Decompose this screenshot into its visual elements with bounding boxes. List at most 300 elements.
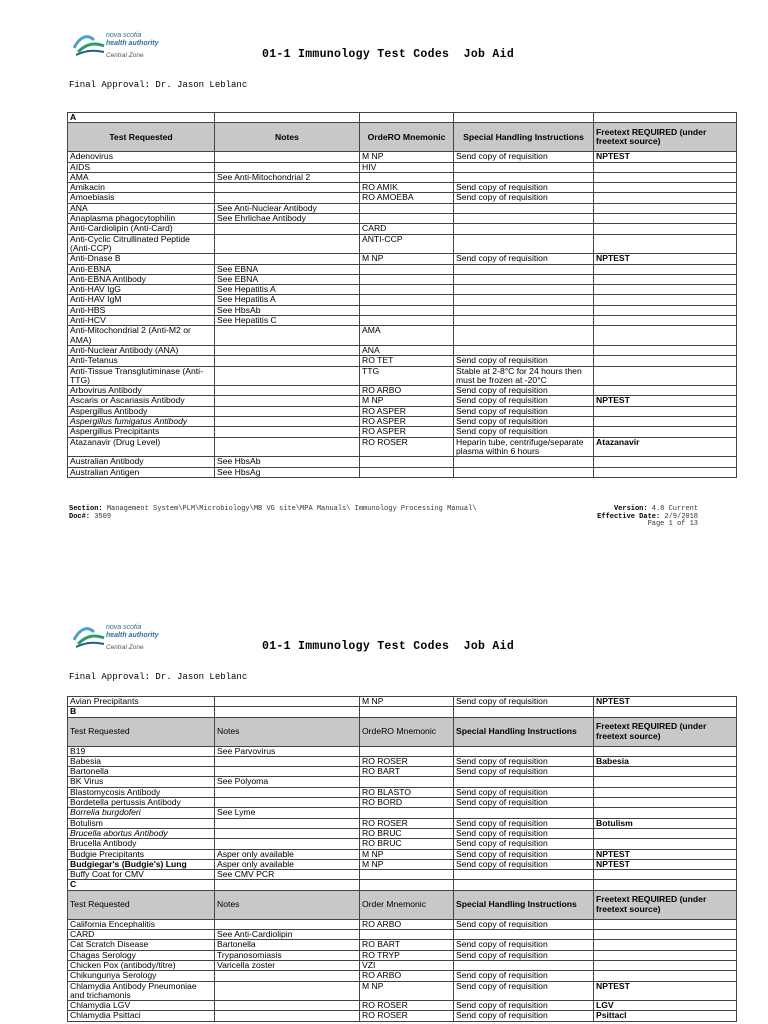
section-row-a [68, 113, 737, 123]
mnemonic-cell [360, 808, 454, 818]
mnemonic-cell: RO ARBO [360, 919, 454, 929]
freetext-cell: Atazanavir [594, 437, 737, 457]
freetext-cell [594, 356, 737, 366]
table-row [68, 756, 737, 766]
handling-cell: Send copy of requisition [454, 152, 594, 162]
mnemonic-cell: AMA [360, 326, 454, 346]
test-requested-cell: Chicken Pox (antibody/titre) [68, 960, 215, 970]
final-approval-page2: Final Approval: Dr. Jason Leblanc [69, 672, 248, 682]
notes-cell: See Hepatitis A [215, 285, 360, 295]
mnemonic-cell: RO ASPER [360, 417, 454, 427]
logo-zone: Central Zone [106, 52, 144, 59]
table-row [68, 396, 737, 406]
notes-cell [215, 839, 360, 849]
test-requested-cell: Buffy Coat for CMV [68, 870, 215, 880]
mnemonic-cell: M NP [360, 254, 454, 264]
test-requested-cell: Chikungunya Serology [68, 971, 215, 981]
notes-cell: See Hepatitis A [215, 295, 360, 305]
freetext-cell [594, 386, 737, 396]
notes-cell [215, 767, 360, 777]
table-row [68, 859, 737, 869]
freetext-cell [594, 940, 737, 950]
table-header-row [68, 717, 737, 746]
table-row [68, 798, 737, 808]
test-requested-cell: Avian Precipitants [68, 697, 215, 707]
freetext-cell [594, 960, 737, 970]
table-row [68, 356, 737, 366]
test-requested-cell: Anti-Nuclear Antibody (ANA) [68, 345, 215, 355]
notes-cell [215, 697, 360, 707]
mnemonic-cell: RO AMOEBA [360, 193, 454, 203]
test-requested-cell: Budgiegar's (Budgie's) Lung [68, 859, 215, 869]
notes-cell [215, 326, 360, 346]
notes-cell: See Anti-Cardiolipin [215, 930, 360, 940]
table-row [68, 971, 737, 981]
mnemonic-cell: M NP [360, 396, 454, 406]
handling-cell: Send copy of requisition [454, 427, 594, 437]
notes-cell [215, 919, 360, 929]
mnemonic-cell: M NP [360, 981, 454, 1001]
table-row [68, 818, 737, 828]
mnemonic-cell: RO BRUC [360, 828, 454, 838]
table-row [68, 193, 737, 203]
col-header-mnemonic: Order Mnemonic [360, 890, 454, 919]
notes-cell [215, 756, 360, 766]
notes-cell [215, 224, 360, 234]
test-requested-cell: Budgie Precipitants [68, 849, 215, 859]
notes-cell [215, 787, 360, 797]
table-row [68, 345, 737, 355]
table-row [68, 919, 737, 929]
notes-cell: Bartonella [215, 940, 360, 950]
handling-cell [454, 930, 594, 940]
test-requested-cell: AMA [68, 172, 215, 182]
notes-cell [215, 1001, 360, 1011]
test-requested-cell: Arbovirus Antibody [68, 386, 215, 396]
logo-line1: nova scotia [106, 624, 142, 631]
test-requested-cell: Amoebiasis [68, 193, 215, 203]
handling-cell: Send copy of requisition [454, 396, 594, 406]
mnemonic-cell [360, 264, 454, 274]
table-row [68, 767, 737, 777]
mnemonic-cell: HIV [360, 162, 454, 172]
mnemonic-cell: RO BART [360, 940, 454, 950]
handling-cell: Send copy of requisition [454, 859, 594, 869]
handling-cell: Send copy of requisition [454, 417, 594, 427]
mnemonic-cell: RO TET [360, 356, 454, 366]
mnemonic-cell: RO ROSER [360, 437, 454, 457]
notes-cell [215, 162, 360, 172]
handling-cell: Send copy of requisition [454, 849, 594, 859]
footer-effective-value: 2/9/2018 [664, 512, 698, 521]
test-requested-cell: Brucella abortus Antibody [68, 828, 215, 838]
table-row [68, 264, 737, 274]
handling-cell [454, 285, 594, 295]
notes-cell [215, 1011, 360, 1021]
notes-cell [215, 386, 360, 396]
notes-cell: See HbsAg [215, 467, 360, 477]
logo-swoosh-icon [72, 622, 106, 650]
handling-cell: Send copy of requisition [454, 386, 594, 396]
notes-cell [215, 356, 360, 366]
notes-cell [215, 981, 360, 1001]
freetext-cell [594, 828, 737, 838]
freetext-cell [594, 930, 737, 940]
mnemonic-cell: RO BRUC [360, 839, 454, 849]
freetext-cell [594, 417, 737, 427]
test-requested-cell: Anti-Cardiolipin (Anti-Card) [68, 224, 215, 234]
table-row [68, 950, 737, 960]
freetext-cell [594, 345, 737, 355]
freetext-cell [594, 808, 737, 818]
handling-cell [454, 214, 594, 224]
notes-cell: Varicella zoster [215, 960, 360, 970]
mnemonic-cell: M NP [360, 152, 454, 162]
mnemonic-cell [360, 316, 454, 326]
freetext-cell: NPTEST [594, 981, 737, 1001]
test-requested-cell: Chlamydia Antibody Pneumoniae and trichamonis [68, 981, 215, 1001]
mnemonic-cell [360, 274, 454, 284]
handling-cell: Send copy of requisition [454, 697, 594, 707]
freetext-cell [594, 264, 737, 274]
freetext-cell: NPTEST [594, 849, 737, 859]
handling-cell: Heparin tube, centrifuge/separate plasma within 6 hours [454, 437, 594, 457]
handling-cell: Send copy of requisition [454, 756, 594, 766]
mnemonic-cell: RO ASPER [360, 406, 454, 416]
handling-cell [454, 162, 594, 172]
test-requested-cell: Australian Antigen [68, 467, 215, 477]
handling-cell: Send copy of requisition [454, 254, 594, 264]
handling-cell [454, 457, 594, 467]
col-header-test: Test Requested [68, 717, 215, 746]
mnemonic-cell [360, 746, 454, 756]
test-requested-cell: Anti-Mitochondrial 2 (Anti-M2 or AMA) [68, 326, 215, 346]
test-requested-cell: Anti-Cyclic Citrullinated Peptide (Anti-CCP) [68, 234, 215, 254]
notes-cell: See Parvovirus [215, 746, 360, 756]
handling-cell [454, 316, 594, 326]
handling-cell: Send copy of requisition [454, 818, 594, 828]
handling-cell: Send copy of requisition [454, 787, 594, 797]
freetext-cell [594, 406, 737, 416]
mnemonic-cell: TTG [360, 366, 454, 386]
col-header-mnemonic: OrdeRO Mnemonic [360, 123, 454, 152]
table-row [68, 203, 737, 213]
handling-cell: Send copy of requisition [454, 356, 594, 366]
handling-cell [454, 870, 594, 880]
footer-doc-label: Doc#: [69, 512, 91, 521]
mnemonic-cell: RO ROSER [360, 818, 454, 828]
table-row [68, 777, 737, 787]
handling-cell [454, 777, 594, 787]
table-row [68, 183, 737, 193]
freetext-cell [594, 767, 737, 777]
mnemonic-cell [360, 777, 454, 787]
table-row [68, 305, 737, 315]
footer-section-label: Section: [69, 505, 103, 513]
freetext-cell [594, 427, 737, 437]
mnemonic-cell [360, 467, 454, 477]
table-row [68, 172, 737, 182]
table-row [68, 930, 737, 940]
footer-version-label: Version: [613, 505, 648, 513]
freetext-cell: Psittacl [594, 1011, 737, 1021]
handling-cell: Send copy of requisition [454, 919, 594, 929]
freetext-cell [594, 950, 737, 960]
freetext-cell [594, 798, 737, 808]
footer-effective-label: Effective Date: [597, 512, 661, 521]
notes-cell: See HbsAb [215, 457, 360, 467]
table-row [68, 224, 737, 234]
table-row [68, 981, 737, 1001]
handling-cell [454, 960, 594, 970]
notes-cell [215, 234, 360, 254]
table-header-row [68, 123, 737, 152]
mnemonic-cell: RO ROSER [360, 1011, 454, 1021]
handling-cell [454, 326, 594, 346]
handling-cell: Send copy of requisition [454, 406, 594, 416]
freetext-cell [594, 172, 737, 182]
table-row [68, 437, 737, 457]
handling-cell: Send copy of requisition [454, 183, 594, 193]
handling-cell: Send copy of requisition [454, 1001, 594, 1011]
handling-cell [454, 274, 594, 284]
table-row [68, 808, 737, 818]
document-title: 01-1 Immunology Test Codes Job Aid [262, 48, 515, 61]
freetext-cell [594, 787, 737, 797]
col-header-freetext: Freetext REQUIRED (under freetext source) [594, 890, 737, 919]
freetext-cell [594, 285, 737, 295]
handling-cell: Send copy of requisition [454, 1011, 594, 1021]
notes-cell: See Ehrlichae Antibody [215, 214, 360, 224]
notes-cell: See HbsAb [215, 305, 360, 315]
section-letter: B [68, 707, 215, 717]
section-letter: C [68, 880, 215, 890]
final-approval: Final Approval: Dr. Jason Leblanc [69, 80, 248, 90]
freetext-cell [594, 457, 737, 467]
freetext-cell: NPTEST [594, 396, 737, 406]
freetext-cell [594, 224, 737, 234]
notes-cell [215, 345, 360, 355]
notes-cell [215, 406, 360, 416]
notes-cell [215, 152, 360, 162]
handling-cell [454, 224, 594, 234]
mnemonic-cell: RO ASPER [360, 427, 454, 437]
notes-cell [215, 828, 360, 838]
test-requested-cell: Borrelia burgdoferi [68, 808, 215, 818]
freetext-cell [594, 203, 737, 213]
table-row [68, 427, 737, 437]
freetext-cell [594, 746, 737, 756]
notes-cell: Trypanosomiasis [215, 950, 360, 960]
mnemonic-cell: RO BART [360, 767, 454, 777]
section-letter: A [68, 113, 215, 123]
test-requested-cell: BK Virus [68, 777, 215, 787]
col-header-notes: Notes [215, 890, 360, 919]
table-row [68, 316, 737, 326]
mnemonic-cell: ANTI-CCP [360, 234, 454, 254]
freetext-cell [594, 919, 737, 929]
table-row [68, 849, 737, 859]
test-requested-cell: Aspergillus Antibody [68, 406, 215, 416]
handling-cell [454, 305, 594, 315]
test-requested-cell: CARD [68, 930, 215, 940]
test-requested-cell: Chlamydia Psittaci [68, 1011, 215, 1021]
handling-cell [454, 264, 594, 274]
table-row [68, 746, 737, 756]
freetext-cell [594, 971, 737, 981]
mnemonic-cell [360, 203, 454, 213]
table-row [68, 295, 737, 305]
freetext-cell [594, 305, 737, 315]
notes-cell: Asper only available [215, 849, 360, 859]
notes-cell [215, 818, 360, 828]
test-requested-cell: Anti-EBNA [68, 264, 215, 274]
mnemonic-cell: M NP [360, 697, 454, 707]
notes-cell [215, 254, 360, 264]
col-header-test: Test Requested [68, 890, 215, 919]
logo-line2: health authority [106, 632, 159, 639]
table-row [68, 787, 737, 797]
mnemonic-cell: RO AMIK [360, 183, 454, 193]
test-requested-cell: Brucella Antibody [68, 839, 215, 849]
table-row [68, 234, 737, 254]
handling-cell: Send copy of requisition [454, 971, 594, 981]
test-requested-cell: Anti-HCV [68, 316, 215, 326]
notes-cell: See Anti-Mitochondrial 2 [215, 172, 360, 182]
col-header-test: Test Requested [68, 123, 215, 152]
notes-cell [215, 193, 360, 203]
notes-cell [215, 366, 360, 386]
mnemonic-cell [360, 457, 454, 467]
test-requested-cell: Ascaris or Ascariasis Antibody [68, 396, 215, 406]
document-title-page2: 01-1 Immunology Test Codes Job Aid [262, 640, 515, 653]
handling-cell [454, 234, 594, 254]
handling-cell: Send copy of requisition [454, 767, 594, 777]
handling-cell: Send copy of requisition [454, 950, 594, 960]
mnemonic-cell: RO ROSER [360, 756, 454, 766]
mnemonic-cell: RO ROSER [360, 1001, 454, 1011]
freetext-cell [594, 467, 737, 477]
notes-cell: See Polyoma [215, 777, 360, 787]
test-requested-cell: Anti-Dnase B [68, 254, 215, 264]
notes-cell [215, 437, 360, 457]
table-row [68, 1001, 737, 1011]
table-row [68, 697, 737, 707]
freetext-cell [594, 193, 737, 203]
freetext-cell [594, 839, 737, 849]
table-header-row [68, 890, 737, 919]
handling-cell [454, 203, 594, 213]
mnemonic-cell [360, 870, 454, 880]
freetext-cell [594, 214, 737, 224]
mnemonic-cell: RO ARBO [360, 971, 454, 981]
table-row [68, 940, 737, 950]
handling-cell [454, 172, 594, 182]
test-requested-cell: Anti-HBS [68, 305, 215, 315]
notes-cell [215, 396, 360, 406]
table-row [68, 326, 737, 346]
freetext-cell: NPTEST [594, 254, 737, 264]
mnemonic-cell: RO TRYP [360, 950, 454, 960]
col-header-handling: Special Handling Instructions [454, 123, 594, 152]
freetext-cell: LGV [594, 1001, 737, 1011]
table-row [68, 386, 737, 396]
footer-page-number: Page 1 of 13 [647, 520, 698, 529]
freetext-cell [594, 162, 737, 172]
section-row-b [68, 707, 737, 717]
notes-cell [215, 971, 360, 981]
handling-cell: Send copy of requisition [454, 193, 594, 203]
handling-cell: Send copy of requisition [454, 798, 594, 808]
table-row [68, 406, 737, 416]
mnemonic-cell [360, 285, 454, 295]
col-header-freetext: Freetext REQUIRED (under freetext source) [594, 717, 737, 746]
freetext-cell [594, 366, 737, 386]
mnemonic-cell [360, 214, 454, 224]
handling-cell: Send copy of requisition [454, 981, 594, 1001]
test-requested-cell: B19 [68, 746, 215, 756]
col-header-handling: Special Handling Instructions [454, 717, 594, 746]
test-requested-cell: Cat Scratch Disease [68, 940, 215, 950]
mnemonic-cell: RO ARBO [360, 386, 454, 396]
table-row [68, 457, 737, 467]
test-requested-cell: Botulism [68, 818, 215, 828]
test-codes-table-page2 [67, 696, 737, 1022]
logo-swoosh-icon [72, 30, 106, 58]
handling-cell [454, 808, 594, 818]
test-codes-table-page1 [67, 112, 737, 478]
test-requested-cell: Anti-HAV IgG [68, 285, 215, 295]
test-requested-cell: Adenovirus [68, 152, 215, 162]
notes-cell [215, 183, 360, 193]
logo-text [106, 32, 159, 60]
col-header-freetext: Freetext REQUIRED (under freetext source) [594, 123, 737, 152]
logo-text [106, 624, 159, 652]
test-requested-cell: Bartonella [68, 767, 215, 777]
test-requested-cell: Anaplasma phagocytophilin [68, 214, 215, 224]
test-requested-cell: Australian Antibody [68, 457, 215, 467]
freetext-cell [594, 316, 737, 326]
freetext-cell [594, 870, 737, 880]
freetext-cell: NPTEST [594, 859, 737, 869]
handling-cell: Send copy of requisition [454, 839, 594, 849]
table-row [68, 162, 737, 172]
table-row [68, 366, 737, 386]
nsha-logo-page2 [72, 622, 172, 662]
notes-cell: See Hepatitis C [215, 316, 360, 326]
test-requested-cell: Amikacin [68, 183, 215, 193]
test-requested-cell: Anti-Tissue Transglutiminase (Anti-TTG) [68, 366, 215, 386]
test-requested-cell: Anti-HAV IgM [68, 295, 215, 305]
col-header-handling: Special Handling Instructions [454, 890, 594, 919]
test-requested-cell: Chlamydia LGV [68, 1001, 215, 1011]
mnemonic-cell [360, 305, 454, 315]
handling-cell: Send copy of requisition [454, 828, 594, 838]
test-requested-cell: Anti-EBNA Antibody [68, 274, 215, 284]
test-requested-cell: AIDS [68, 162, 215, 172]
handling-cell [454, 467, 594, 477]
test-requested-cell: Blastomycosis Antibody [68, 787, 215, 797]
col-header-mnemonic: OrdeRO Mnemonic [360, 717, 454, 746]
test-requested-cell: Chagas Serology [68, 950, 215, 960]
footer-version-value: 4.8 Current [651, 505, 698, 513]
table-row [68, 467, 737, 477]
notes-cell: See EBNA [215, 264, 360, 274]
test-requested-cell: Atazanavir (Drug Level) [68, 437, 215, 457]
nsha-logo [72, 30, 172, 70]
freetext-cell [594, 326, 737, 346]
notes-cell [215, 798, 360, 808]
